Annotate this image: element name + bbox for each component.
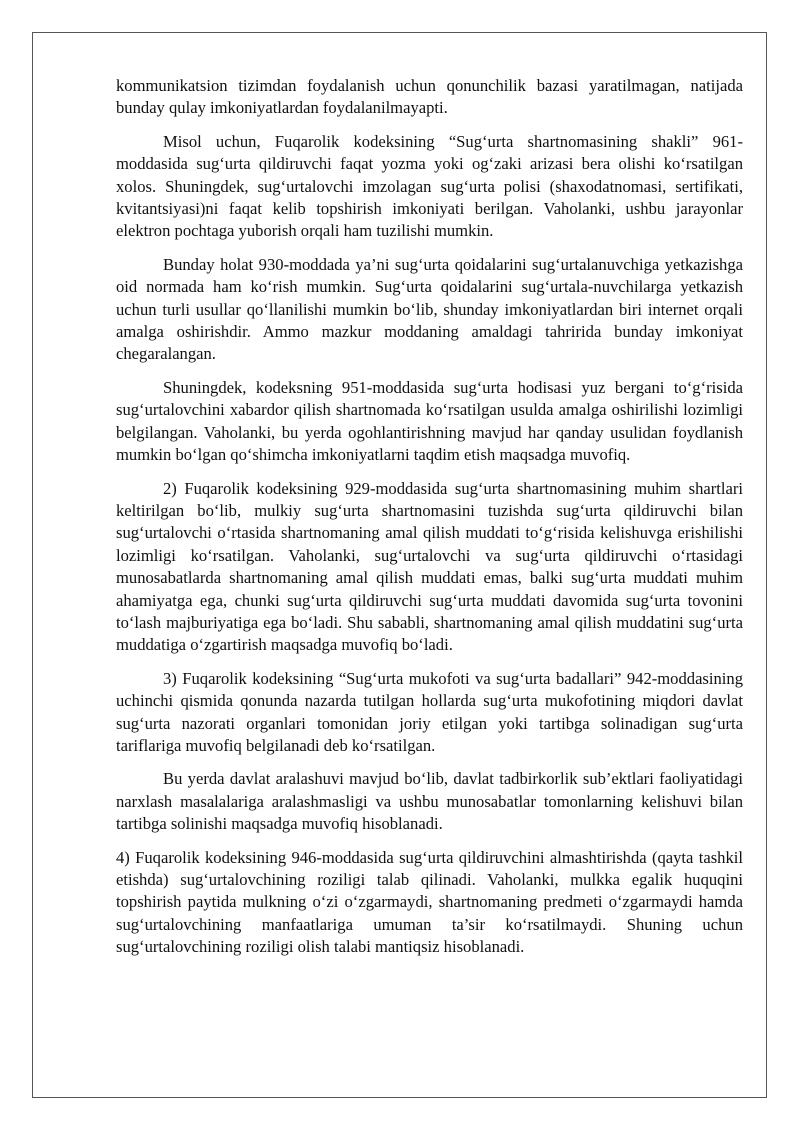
paragraph-item-3: 3) Fuqarolik kodeksining “Sug‘urta mukofoti va sug‘urta badallari” 942-moddasining uchinchi qismida qonunda nazarda tutilgan hollarda sug‘urta mukofotining miqdori davlat sug‘urta nazorati organlari tomonidan joriy etilgan yoki tartibga solinadigan sug‘urta tariflariga muvofiq belgilanadi deb ko‘rsatilgan. [116,668,743,755]
paragraph-policy-form: Misol uchun, Fuqarolik kodeksining “Sug‘urta shartnomasining shakli” 961-moddasida sug‘urta qildiruvchi faqat yozma yoki og‘zaki arizasi bera olishi ko‘rsatilgan xolos. Shuningdek, sug‘urtalovchi imzolagan sug‘urta polisi (shaxodatnomasi, sertifikati, kvitantsiyasi)ni faqat kelib topshirish imkoniyati berilgan. Vaholanki, ushbu jarayonlar elektron pochtaga yuborish orqali ham tuzilishi mumkin. [116,131,743,241]
paragraph-article-951: Shuningdek, kodeksning 951-moddasida sug‘urta hodisasi yuz bergani to‘g‘risida sug‘urtalovchini xabardor qilish shartnomada ko‘rsatilgan usulda amalga oshirilishi lozimligi belgilangan. Vaholanki, bu yerda ogohlantirishning mavjud har qanday usulidan foydlanish mumkin bo‘lgan qo‘shimcha imkoniyatlarni taqdim etish maqsadga muvofiq. [116,377,743,465]
paragraph-item-2: 2) Fuqarolik kodeksining 929-moddasida sug‘urta shartnomasining muhim shartlari keltirilgan bo‘lib, mulkiy sug‘urta shartnomasini tuzishda sug‘urta qildiruvchi bilan sug‘urtalovchi o‘rtasida shartnomaning amal qilish muddati to‘g‘risida kelishuvga erishilishi lozimligi ko‘rsatilgan. Vaholanki, sug‘urtalovchi va sug‘urta qildiruvchi o‘rtasidagi munosabatlarda shartnomaning amal qilish muddati emas, balki sug‘urta muddati muhim ahamiyatga ega, chunki sug‘urta qildiruvchi sug‘urta muddati davomida sug‘urta tovonini to‘lash majburiyatiga ega bo‘ladi. Shu sababli, shartnomaning amal qilish muddatini sug‘urta muddatiga o‘zgartirish maqsadga muvofiq bo‘ladi. [116,478,743,655]
paragraph-item-4: 4) Fuqarolik kodeksining 946-moddasida sug‘urta qildiruvchini almashtirishda (qayta tashkil etishda) sug‘urtalovchining roziligi talab qilinadi. Vaholanki, mulkka egalik huquqini topshirish paytida mulkning o‘zi o‘zgarmaydi, shartnomaning predmeti o‘zgarmaydi hamda sug‘urtalovchining manfaatlariga umuman ta’sir ko‘rsatilmaydi. Shuning uchun sug‘urtalovchining roziligi olish talabi mantiqsiz hisoblanadi. [116,847,743,957]
paragraph-state-intervention: Bu yerda davlat aralashuvi mavjud bo‘lib, davlat tadbirkorlik sub’ektlari faoliyatidagi narxlash masalalariga aralashmasligi va ushbu munosabatlar tomonlarning kelishuvi bilan tartibga solinishi maqsadga muvofiq hisoblanadi. [116,769,743,834]
paragraph-article-930: Bunday holat 930-moddada ya’ni sug‘urta qoidalarini sug‘urtalanuvchiga yetkazishga oid normada ham ko‘rish mumkin. Sug‘urta qoidalarini sug‘urtala-nuvchilarga yetkazish uchun turli usullar qo‘llanilishi mumkin bo‘lib, shunday imkoniyatlardan biri internet orqali amalga oshirishdir. Ammo mazkur moddaning amaldagi tahririda bunday imkoniyat chegaralangan. [116,254,743,364]
document-body [116,75,743,970]
paragraph-continuation: kommunikatsion tizimdan foydalanish uchun qonunchilik bazasi yaratilmagan, natijada bunday qulay imkoniyatlardan foydalanilmayapti. [116,76,743,118]
